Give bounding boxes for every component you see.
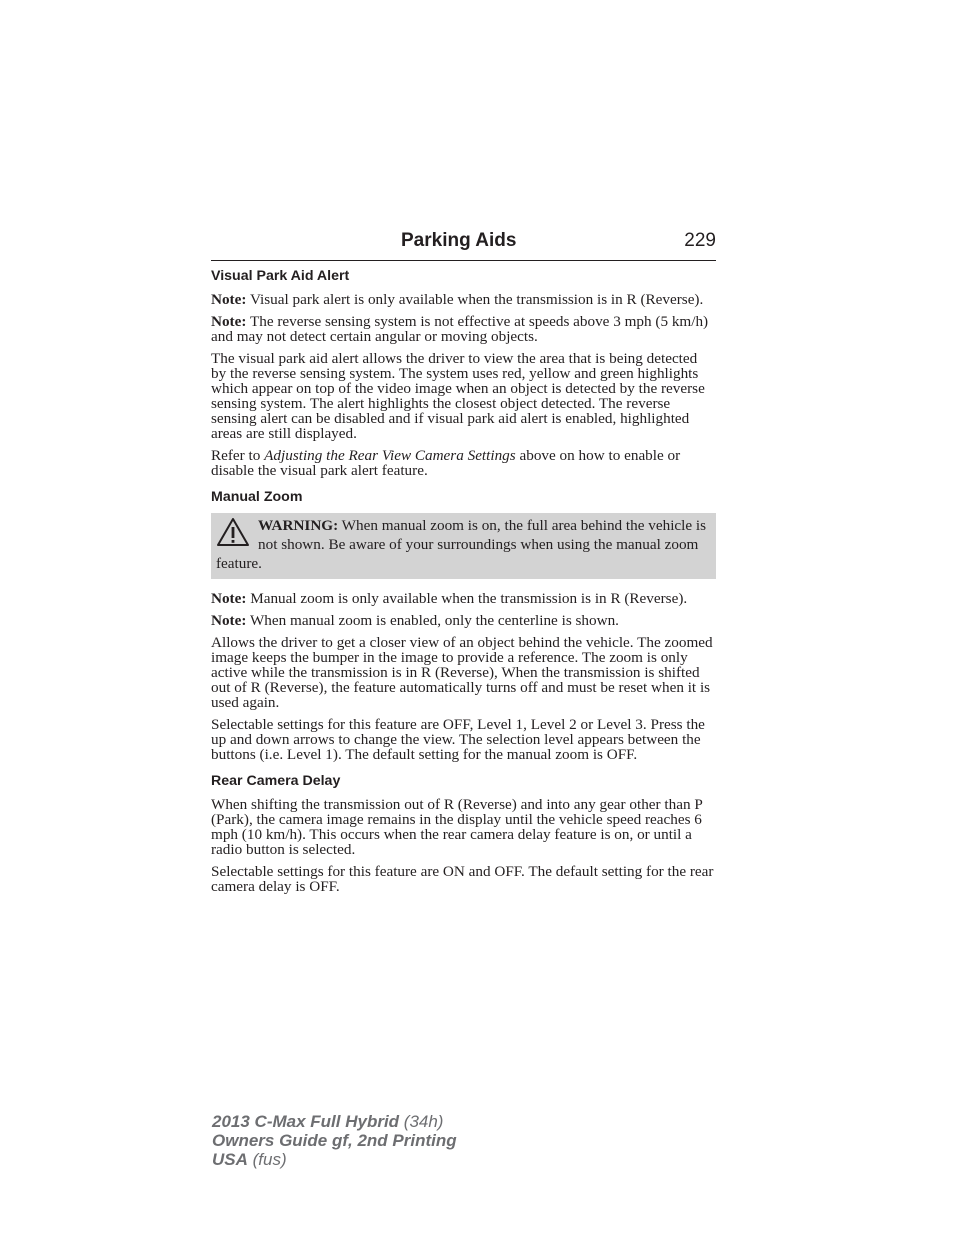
paragraph-refer-camera-settings [211,448,716,478]
warning-text: When manual zoom is on, the full area behind the vehicle is not shown. Be aware of your surroundings when using the manual zoom feature. [216,517,707,572]
note-visual-park-alert [211,292,716,307]
footer-guide-edition: Owners Guide gf, 2nd Printing [212,1131,457,1150]
note-manual-zoom-centerline [211,613,716,628]
paragraph-manual-zoom-settings: Selectable settings for this feature are OFF, Level 1, Level 2 or Level 3. Press the up and down arrows to change the view. The selection level appears between the buttons (i.e. Level 1). The default setting for the manual zoom is OFF. [211,716,705,763]
warning-triangle-icon [216,517,250,547]
note-text: Visual park alert is only available when the transmission is in R (Reverse). [246,291,704,308]
note-manual-zoom-availability [211,591,716,606]
footer-market-line [212,1150,457,1169]
footer-model-line [212,1112,457,1131]
note-label: Note: [211,612,247,629]
page-header [211,228,716,261]
warning-box [211,513,716,579]
cross-reference-camera-settings: Adjusting the Rear View Camera Settings [264,447,516,464]
page-content [211,266,716,901]
page-footer [212,1112,457,1169]
section-heading-manual-zoom: Manual Zoom [211,489,303,505]
note-text: When manual zoom is enabled, only the centerline is shown. [246,612,619,629]
footer-market: USA [212,1150,248,1169]
section-heading-visual-park-aid-alert: Visual Park Aid Alert [211,268,350,284]
footer-model: 2013 C-Max Full Hybrid [212,1112,400,1131]
page-number: 229 [684,230,716,251]
paragraph-visual-park-aid: The visual park aid alert allows the driver to view the area that is being detected by the reverse sensing system. The system uses red, yellow and green highlights which appear on top of the video image when an object is detected by the reverse sensing system. The alert highlights the closest object detected. The reverse sensing alert can be disabled and if visual park aid alert is enabled, highlighted areas are still displayed. [211,350,705,442]
footer-market-code: (fus) [247,1150,287,1169]
note-reverse-sensing [211,314,716,344]
refer-suffix: above on how to enable or disable the visual park alert feature. [211,447,681,479]
paragraph-rear-camera-delay-settings: Selectable settings for this feature are ON and OFF. The default setting for the rear camera delay is OFF. [211,863,714,895]
note-text: Manual zoom is only available when the transmission is in R (Reverse). [246,590,688,607]
note-label: Note: [211,590,247,607]
footer-model-code: (34h) [399,1112,444,1131]
warning-label: WARNING: [258,517,339,534]
page-title: Parking Aids [401,230,517,251]
paragraph-manual-zoom-description: Allows the driver to get a closer view of an object behind the vehicle. The zoomed image keeps the bumper in the image to provide a reference. The zoom is only active while the transmission is in R (Reverse), When the transmission is shifted out of R (Reverse), the feature automatically turns off and must be reset when it is used again. [211,634,713,711]
note-label: Note: [211,313,247,330]
refer-prefix: Refer to [211,447,265,464]
note-text: The reverse sensing system is not effective at speeds above 3 mph (5 km/h) and may not detect certain angular or moving objects. [211,313,709,345]
section-heading-rear-camera-delay: Rear Camera Delay [211,773,341,789]
note-label: Note: [211,291,247,308]
paragraph-rear-camera-delay-description: When shifting the transmission out of R (Reverse) and into any gear other than P (Park), the camera image remains in the display until the vehicle speed reaches 6 mph (10 km/h). This occurs when the rear camera delay feature is on, or until a radio button is selected. [211,796,703,858]
